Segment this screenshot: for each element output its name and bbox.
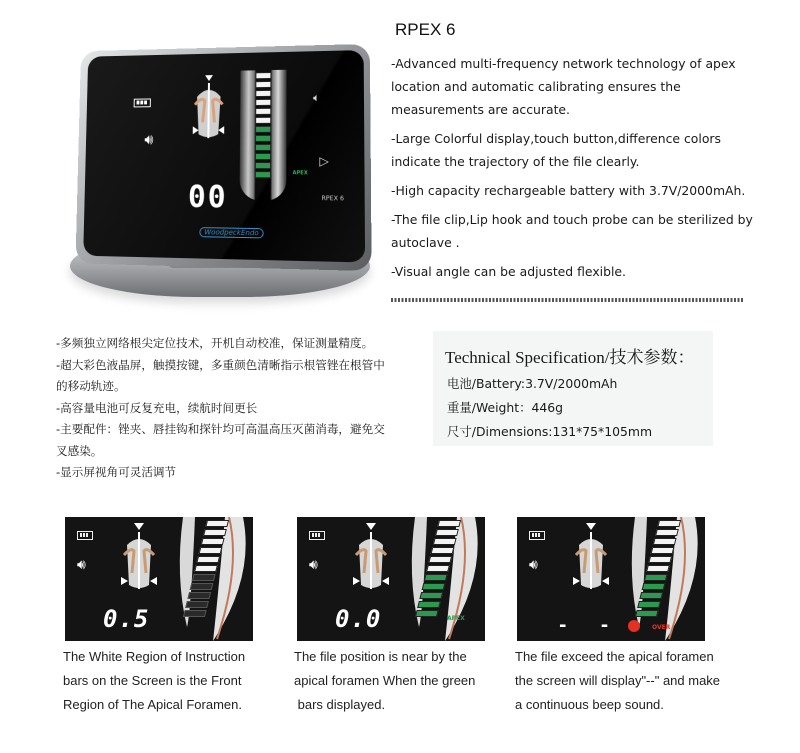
apex-label: APEX — [447, 615, 465, 622]
battery-icon — [134, 98, 151, 107]
tooth-icon — [571, 523, 611, 593]
caption-line: bars on the Screen is the Front — [63, 672, 242, 688]
features-en — [391, 20, 761, 289]
screen-panel-apex — [297, 517, 485, 641]
speaker-icon: 🔊︎ — [309, 557, 318, 573]
caption-line: The White Region of Instruction — [63, 649, 246, 664]
feature-item: -Large Colorful display,touch button,difference colors indicate the trajectory of the file clearly. — [391, 131, 721, 169]
tooth-icon — [119, 523, 159, 593]
caption-line: apical foramen When the green — [294, 672, 476, 688]
model-label: RPEX 6 — [321, 194, 344, 203]
screen-reading: 00 — [187, 179, 228, 216]
battery-icon — [529, 531, 545, 540]
feature-item: -Visual angle can be adjusted flexible. — [391, 264, 626, 279]
screen-panel-over — [517, 517, 705, 641]
spec-title: Technical Specification/技术参数： — [445, 348, 695, 367]
apex-label: APEX — [292, 170, 308, 177]
technical-spec-box — [433, 331, 713, 446]
volume-icon[interactable]: 🔈︎ — [313, 91, 320, 105]
brand-logo: WoodpeckEndo — [199, 227, 264, 238]
feature-item: -The file clip,Lip hook and touch probe can be sterilized by autoclave . — [391, 212, 753, 250]
device-screen — [83, 50, 365, 262]
product-title: RPEX 6 — [395, 20, 456, 39]
screen-reading: 0.0 — [335, 605, 382, 633]
caption-line: The file exceed the apical foramen — [515, 649, 714, 664]
panel-caption — [515, 645, 725, 716]
spec-dimensions: 尺寸/Dimensions:131*75*105mm — [447, 424, 653, 439]
panel-caption — [63, 645, 273, 716]
battery-icon — [77, 531, 93, 540]
spec-battery: 电池/Battery:3.7V/2000mAh — [447, 376, 618, 391]
feature-item-cn: -显示屏视角可灵活调节 — [56, 465, 177, 479]
caption-line: The file position is near by the — [294, 649, 467, 664]
caption-line: a continuous beep sound. — [515, 696, 664, 712]
play-icon[interactable]: ▷ — [319, 153, 329, 169]
feature-item-cn: -高容量电池可反复充电，续航时间更长 — [56, 400, 258, 415]
tooth-icon — [191, 75, 227, 144]
caption-line: the screen will display"--" and make — [515, 672, 721, 688]
feature-item: -High capacity rechargeable battery with 3.7V/2000mAh. — [391, 183, 746, 198]
screen-panel-front-region — [65, 517, 253, 641]
device-bezel — [75, 44, 371, 271]
feature-item-cn: -多频独立网络根尖定位技术，开机自动校准，保证测量精度。 — [56, 336, 374, 350]
spec-weight: 重量/Weight：446g — [447, 400, 564, 415]
caption-line: bars displayed. — [294, 696, 386, 712]
battery-icon — [309, 531, 325, 540]
features-cn — [56, 333, 396, 484]
feature-item: -Advanced multi-frequency network technology of apex location and automatic calibrating ensures the measurements are accurate. — [391, 56, 736, 117]
feature-item-cn: -超大彩色液晶屏，触摸按键，多重颜色清晰指示根管锉在根管中的移动轨迹。 — [56, 357, 385, 393]
feature-item-cn: -主要配件：锉夹、唇挂钩和探针均可高温高压灭菌消毒，避免交叉感染。 — [56, 422, 385, 458]
caption-line: Region of The Apical Foramen. — [63, 696, 242, 712]
screen-reading: - - — [559, 615, 623, 636]
speaker-icon: 🔊︎ — [77, 557, 86, 573]
instruction-bars — [255, 72, 272, 178]
over-indicator-icon — [628, 620, 640, 632]
tooth-icon — [351, 523, 391, 593]
panel-caption — [294, 645, 504, 716]
speaker-icon: 🔊︎ — [529, 557, 538, 573]
screen-reading: 0.5 — [103, 605, 150, 633]
over-label: OVER — [652, 624, 671, 631]
dotted-divider — [391, 298, 743, 302]
product-device-image — [62, 40, 372, 310]
speaker-icon: 🔊︎ — [144, 130, 154, 149]
